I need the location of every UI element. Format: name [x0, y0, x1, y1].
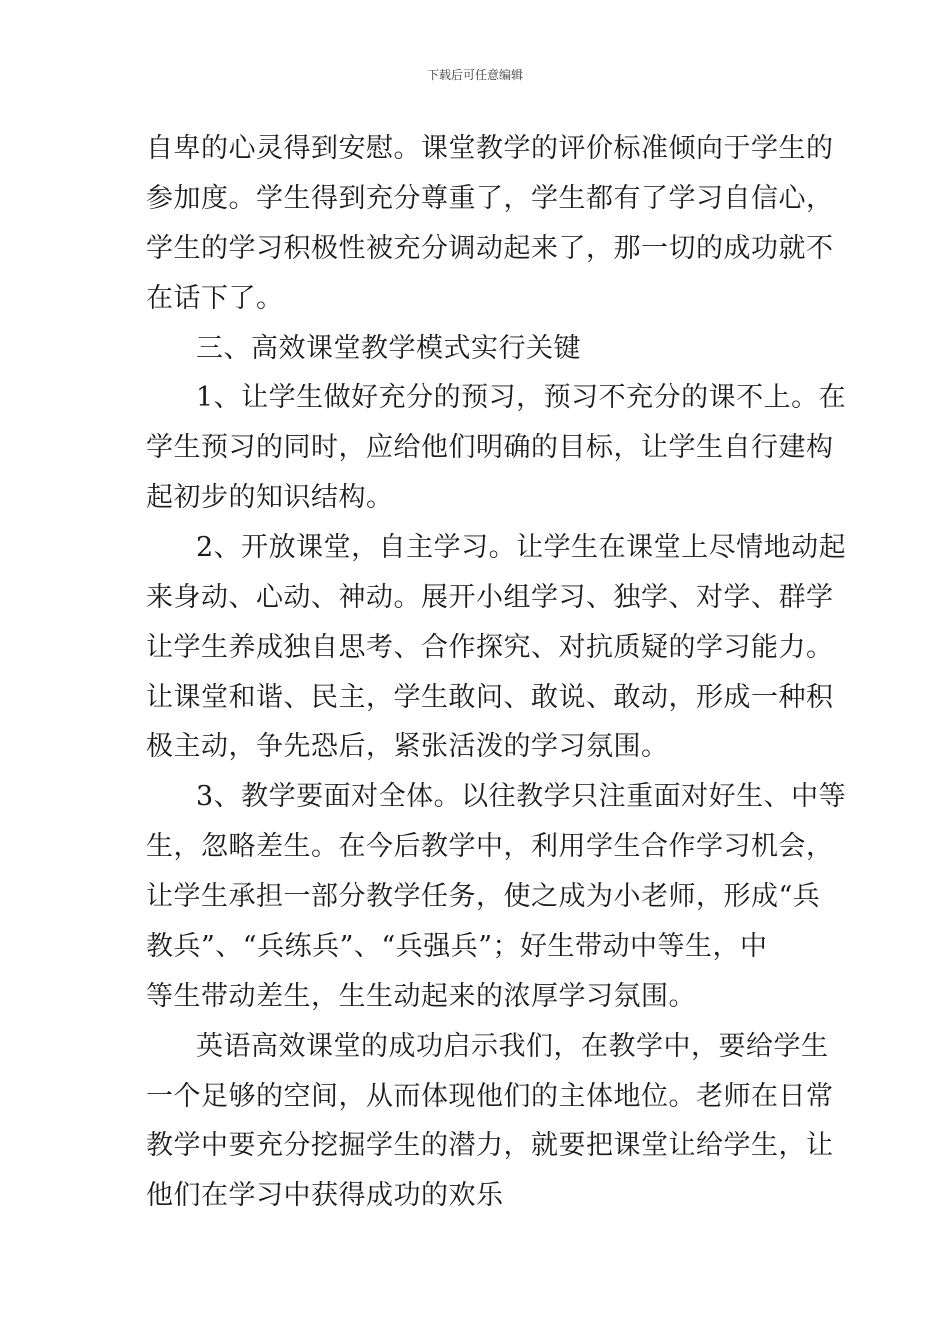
section-heading: 三、高效课堂教学模式实行关键: [196, 333, 581, 364]
text-line: 2、开放课堂，自主学习。让学生在课堂上尽情地动起: [196, 532, 847, 563]
text-line: 他们在学习中获得成功的欢乐: [146, 1180, 504, 1211]
text-line: 在话下了。: [146, 283, 284, 314]
text-line: 英语高效课堂的成功启示我们，在教学中，要给学生: [196, 1031, 829, 1062]
text-line: 教学中要充分挖掘学生的潜力，就要把课堂让给学生，让: [146, 1130, 834, 1161]
text-line: 学生预习的同时，应给他们明确的目标，让学生自行建构: [146, 432, 834, 463]
text-line: 一个足够的空间，从而体现他们的主体地位。老师在日常: [146, 1081, 834, 1112]
text-line: 3、教学要面对全体。以往教学只注重面对好生、中等: [196, 781, 847, 812]
text-line: 让学生承担一部分教学任务，使之成为小老师，形成“兵: [146, 881, 821, 912]
page-header: 下载后可任意编辑: [426, 68, 523, 82]
text-line: 等生带动差生，生生动起来的浓厚学习氛围。: [146, 981, 696, 1012]
text-line: 参加度。学生得到充分尊重了，学生都有了学习自信心，: [146, 183, 834, 214]
text-line: 让课堂和谐、民主，学生敢问、敢说、敢动，形成一种积: [146, 682, 834, 713]
text-line: 教兵”、“兵练兵”、“兵强兵”；好生带动中等生，中: [146, 931, 768, 962]
text-line: 学生的学习积极性被充分调动起来了，那一切的成功就不: [146, 233, 834, 264]
text-line: 让学生养成独自思考、合作探究、对抗质疑的学习能力。: [146, 632, 834, 663]
text-line: 自卑的心灵得到安慰。课堂教学的评价标准倾向于学生的: [146, 133, 834, 164]
text-line: 生，忽略差生。在今后教学中，利用学生合作学习机会，: [146, 831, 834, 862]
text-line: 起初步的知识结构。: [146, 482, 394, 513]
text-line: 来身动、心动、神动。展开小组学习、独学、对学、群学: [146, 582, 834, 613]
text-line: 极主动，争先恐后，紧张活泼的学习氛围。: [146, 731, 669, 762]
text-line: 1、让学生做好充分的预习，预习不充分的课不上。在: [196, 382, 847, 413]
